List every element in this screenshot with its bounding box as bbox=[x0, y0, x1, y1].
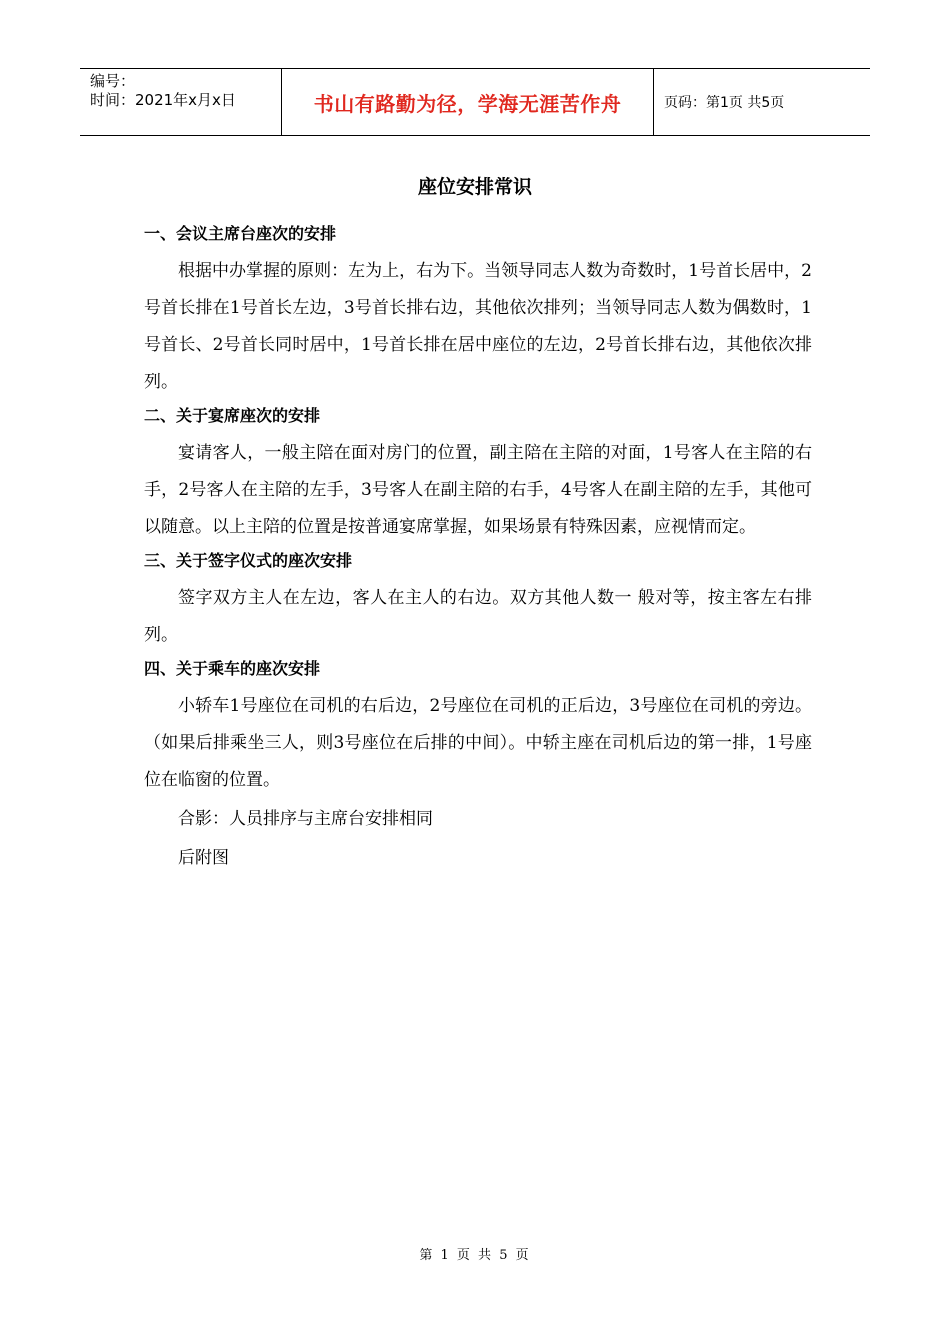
section-signing bbox=[144, 548, 812, 654]
document-body bbox=[144, 221, 812, 879]
header-page-info: 页码：第1页 共5页 bbox=[664, 95, 785, 111]
paragraph: 根据中办掌握的原则：左为上，右为下。当领导同志人数为奇数时，1号首长居中，2号首长排在1号首长左边，3号首长排右边，其他依次排列；当领导同志人数为偶数时，1号首长、2号首长同时居中，1号首长排在居中座位的左边，2号首长排右边，其他依次排列。 bbox=[144, 261, 812, 392]
page-footer: 第 1 页 共 5 页 bbox=[419, 1248, 531, 1263]
paragraph: 宴请客人，一般主陪在面对房门的位置，副主陪在主陪的对面，1号客人在主陪的右手，2号客人在主陪的左手，3号客人在副主陪的右手，4号客人在副主陪的左手，其他可以随意。以上主陪的位置是按普通宴席掌握，如果场景有特殊因素，应视情而定。 bbox=[144, 443, 812, 537]
section-heading: 四、关于乘车的座次安排 bbox=[144, 659, 321, 678]
section-banquet bbox=[144, 403, 812, 546]
paragraph: 签字双方主人在左边，客人在主人的右边。双方其他人数一 般对等，按主客左右排列。 bbox=[144, 588, 812, 645]
document-header bbox=[80, 68, 870, 136]
section-vehicle bbox=[144, 656, 812, 877]
section-heading: 二、关于宴席座次的安排 bbox=[144, 406, 321, 425]
paragraph: 小轿车1号座位在司机的右后边，2号座位在司机的正后边，3号座位在司机的旁边。（如果后排乘坐三人，则3号座位在后排的中间）。中轿主座在司机后边的第一排，1号座位在临窗的位置。 bbox=[144, 696, 812, 790]
number-label: 编号： bbox=[90, 72, 136, 90]
header-meta bbox=[80, 69, 282, 135]
header-motto: 书山有路勤为径，学海无涯苦作舟 bbox=[282, 69, 654, 135]
paragraph-group-photo: 合影：人员排序与主席台安排相同 bbox=[178, 809, 433, 829]
section-meeting bbox=[144, 221, 812, 401]
section-heading: 一、会议主席台座次的安排 bbox=[144, 224, 337, 243]
document-title: 座位安排常识 bbox=[417, 176, 532, 198]
section-heading: 三、关于签字仪式的座次安排 bbox=[144, 551, 353, 570]
time-label: 时间：2021年x月x日 bbox=[90, 91, 236, 109]
paragraph-appendix: 后附图 bbox=[178, 848, 229, 868]
